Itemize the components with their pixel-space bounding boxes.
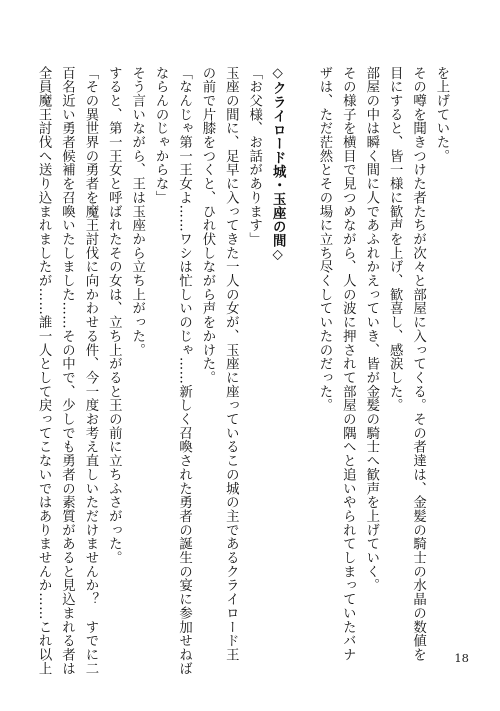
- text-line: 目にすると、皆一様に歓声を上げ、歓喜し、感涙した。: [387, 66, 403, 413]
- text-line: ザは、ただ茫然とその場に立ち尽くしていたのだった。: [316, 66, 332, 413]
- text-line: 「その異世界の勇者を魔王討伐に向かわせる件、今一度お考え直しいただけませんか？ すでに二: [82, 66, 98, 676]
- vertical-text-body: [36, 66, 453, 676]
- text-line: 玉座の間に、足早に入ってきた一人の女が、玉座に座っているこの城の主であるクライロード王: [223, 66, 239, 662]
- text-line: 部屋の中は瞬く間に人であふれかえっていき、皆が金髪の騎士へ歓声を上げていく。: [363, 66, 379, 593]
- text-line: すると、第一王女と呼ばれたその女は、立ち上がると王の前に立ちふさがった。: [106, 66, 122, 565]
- text-line: 百名近い勇者候補を召喚いたしました……その中で、少しでも勇者の素質があると見込まれる者は: [59, 66, 75, 676]
- text-line: 全員魔王討伐へ送り込まれましたが……誰一人として戻ってこないではありませんか……これ以上: [36, 66, 52, 676]
- page-number: 18: [454, 651, 469, 665]
- blank-line: [289, 66, 312, 626]
- text-line: ならんのじゃからな」: [153, 66, 169, 205]
- text-line: そう言いながら、王は玉座から立ち上がった。: [129, 66, 145, 357]
- text-line: を上げていた。: [434, 66, 449, 163]
- section-heading: ◇クライロード城・玉座の間◇: [270, 66, 286, 264]
- text-line: 「お父様、お話があります」: [246, 66, 262, 247]
- text-line: その様子を横目で見つめながら、人の波に押されて部屋の隅へと追いやられてしまっていたバナ: [340, 66, 356, 662]
- text-line: 「なんじゃ第一王女よ……ワシは忙しいのじゃ……新しく召喚された勇者の誕生の宴に参加せねば: [176, 66, 192, 676]
- text-line: その噂を聞きつけた者たちが次々と部屋に入ってくる。その者達は、金髪の騎士の水晶の数値を: [410, 66, 426, 662]
- text-line: の前で片膝をつくと、ひれ伏しながら声をかけた。: [199, 66, 215, 385]
